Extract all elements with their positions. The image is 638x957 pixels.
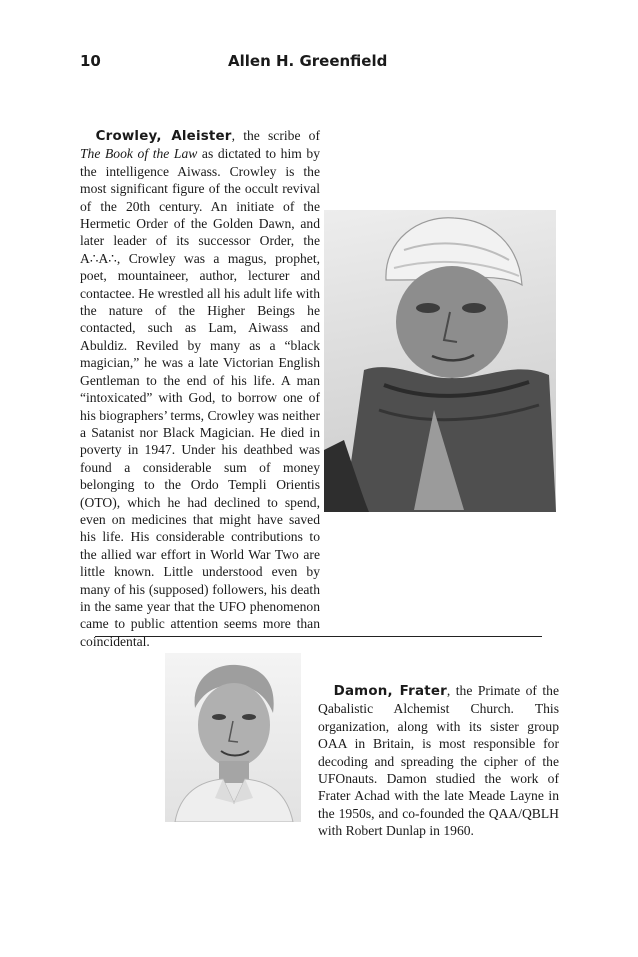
entry-text: , the Primate of the Qabalistic Alchemist Church. This organization, along with its sister group OAA in Britain, is most responsible for decoding and spreading the cipher of the UFOnauts. Damon studied the work of Frater Achad with the late Meade Layne in the 1950s, and co-founded the QAA/QBLH with Robert Dunlap in 1960. [318,683,560,839]
entry-crowley [80,127,320,650]
book-title: The Book of the Law [80,146,198,162]
crowley-portrait-photo [324,210,556,512]
running-head: Allen H. Greenfield [228,52,388,70]
entry-name: Crowley, Aleister [95,129,232,144]
entry-name: Damon, Frater [333,684,447,699]
damon-portrait-photo [165,653,301,822]
section-divider [95,636,542,637]
entry-text-part1: , the scribe of [231,128,320,143]
entry-damon [318,682,559,840]
page-header [80,52,560,74]
page-number: 10 [80,52,101,70]
entry-text-part2: as dictated to him by the intelligence Aiwass. Crowley is the most significant figure of the occult revival of the 20th century. An initiate of the Hermetic Order of the Golden Dawn, and later leader of its successor Order, the A∴A∴, Crowley was a magus, prophet, poet, mountaineer, author, lecturer and contactee. He wrestled all his adult life with the nature of the Higher Beings he contacted, such as Lam, Aiwass and Abuldiz. Reviled by many as a “black magician,” he was a late Victorian English Gentleman to the end of his life. A man “intoxicated” with God, to borrow one of his biographers’ terms, Crowley was neither a Satanist nor Black Magician. He died in poverty in 1947. Under his deathbed was found a considerable sum of money belonging to the Ordo Templi Orientis (OTO), which he had declined to spend, even on medicines that might have saved his life. His considerable contributions to the allied war effort in World War Two are little known. Little understood even by many of his (supposed) followers, his death in the same year that the UFO phenomenon came to public attention seems more than coincidental. [80,146,320,649]
